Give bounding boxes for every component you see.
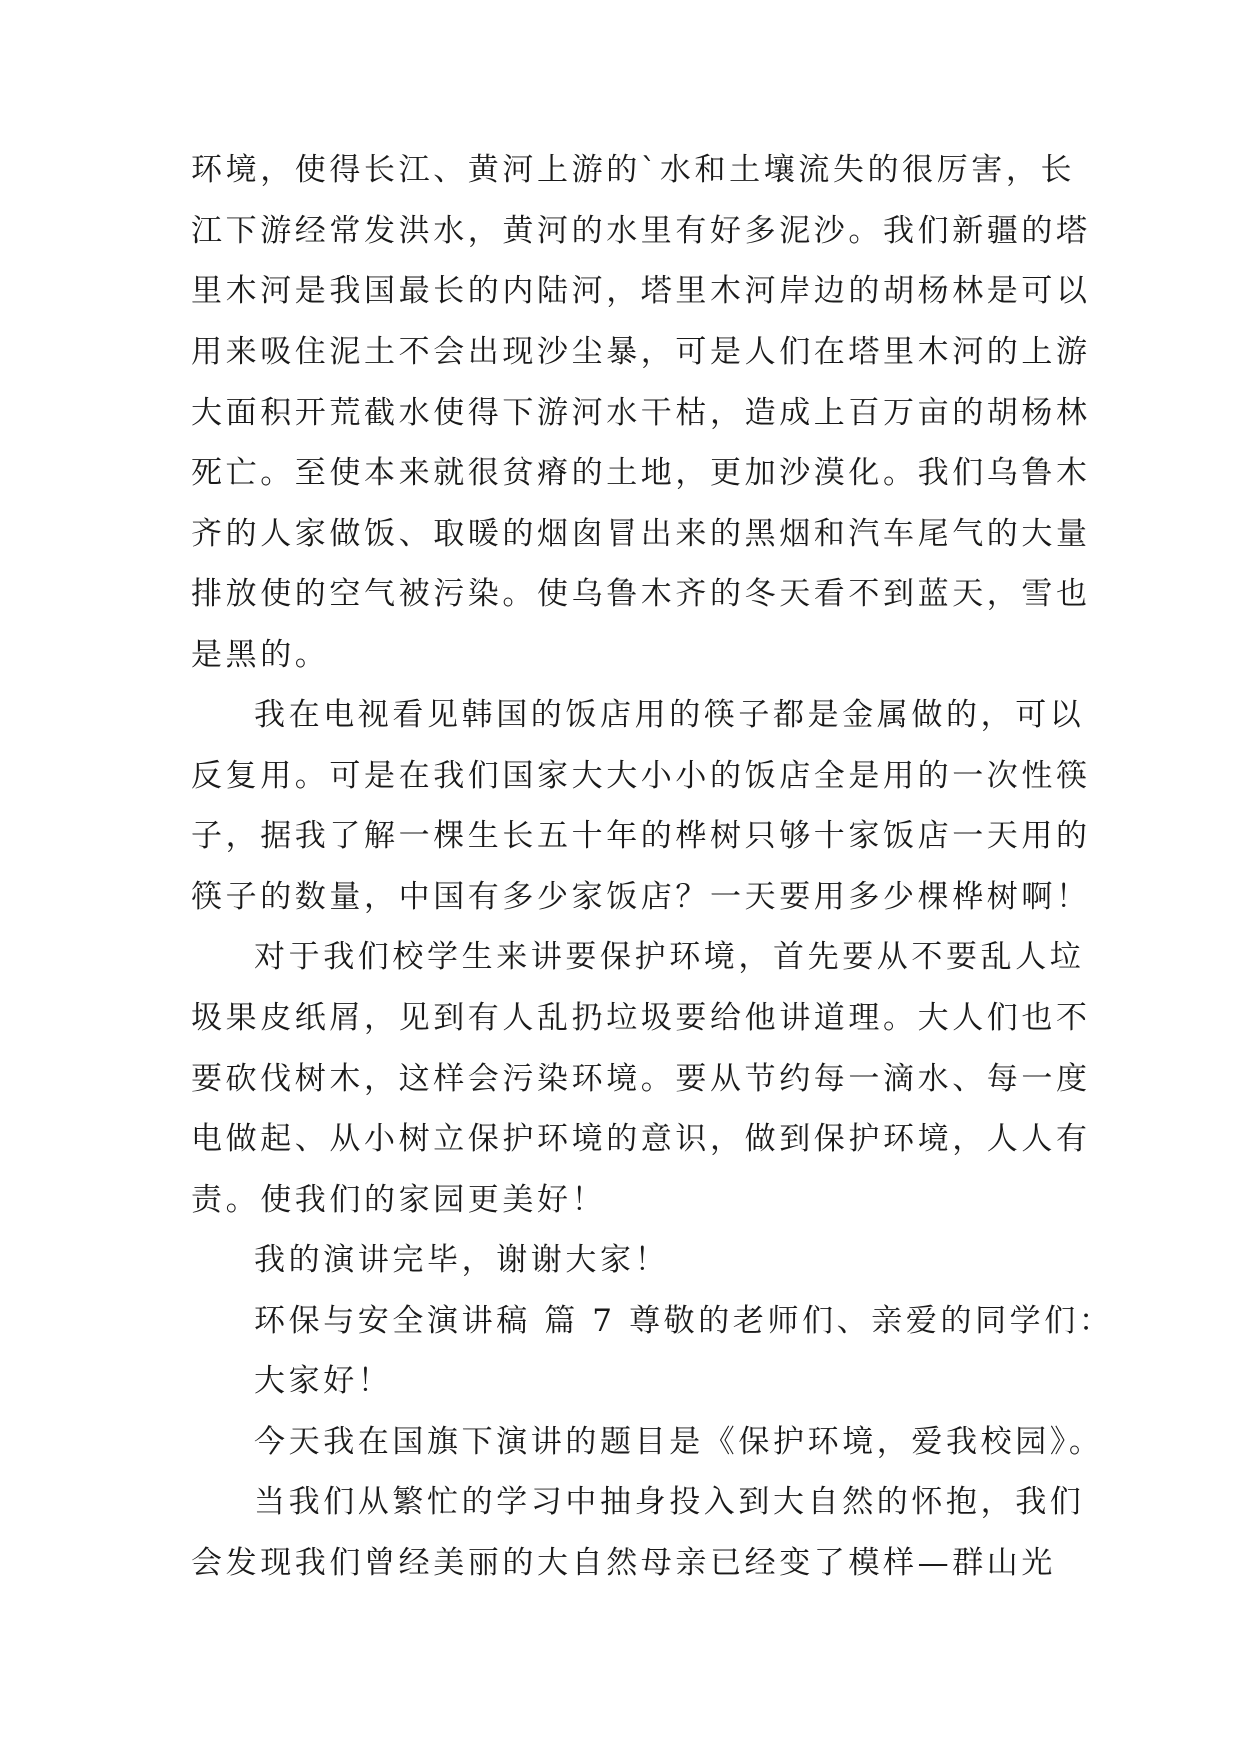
text-line: 用来吸住泥土不会出现沙尘暴，可是人们在塔里木河的上游 (191, 334, 1091, 370)
text-line: 排放使的空气被污染。使乌鲁木齐的冬天看不到蓝天，雪也 (191, 576, 1091, 612)
text-line: 筷子的数量，中国有多少家饭店？一天要用多少棵桦树啊！ (191, 879, 1091, 915)
text-line: 要砍伐树木，这样会污染环境。要从节约每一滴水、每一度 (191, 1061, 1091, 1097)
text-line: 江下游经常发洪水，黄河的水里有好多泥沙。我们新疆的塔 (191, 213, 1091, 249)
text-line: 电做起、从小树立保护环境的意识，做到保护环境，人人有 (191, 1121, 1091, 1157)
text-line: 环保与安全演讲稿 篇 7 尊敬的老师们、亲爱的同学们： (254, 1303, 1114, 1339)
text-line: 当我们从繁忙的学习中抽身投入到大自然的怀抱，我们 (254, 1484, 1085, 1520)
text-line: 我的演讲完毕，谢谢大家！ (254, 1242, 670, 1278)
text-line: 对于我们校学生来讲要保护环境，首先要从不要乱人垃 (254, 939, 1085, 975)
text-line: 圾果皮纸屑，见到有人乱扔垃圾要给他讲道理。大人们也不 (191, 1000, 1091, 1036)
text-line: 责。使我们的家园更美好！ (191, 1182, 607, 1218)
text-line: 大面积开荒截水使得下游河水干枯，造成上百万亩的胡杨林 (191, 395, 1091, 431)
text-line: 反复用。可是在我们国家大大小小的饭店全是用的一次性筷 (191, 758, 1091, 794)
text-line: 里木河是我国最长的内陆河，塔里木河岸边的胡杨林是可以 (191, 273, 1091, 309)
text-line: 子，据我了解一棵生长五十年的桦树只够十家饭店一天用的 (191, 818, 1091, 854)
text-line: 环境，使得长江、黄河上游的`水和土壤流失的很厉害，长 (191, 152, 1076, 188)
text-line: 齐的人家做饭、取暖的烟囱冒出来的黑烟和汽车尾气的大量 (191, 516, 1091, 552)
text-line: 今天我在国旗下演讲的题目是《保护环境，爱我校园》。 (254, 1424, 1104, 1460)
text-line: 死亡。至使本来就很贫瘠的土地，更加沙漠化。我们乌鲁木 (191, 455, 1091, 491)
text-line: 大家好！ (254, 1363, 393, 1399)
text-line: 我在电视看见韩国的饭店用的筷子都是金属做的，可以 (254, 697, 1085, 733)
text-line: 是黑的。 (191, 637, 330, 673)
text-line: 会发现我们曾经美丽的大自然母亲已经变了模样—群山光 (191, 1545, 1056, 1581)
